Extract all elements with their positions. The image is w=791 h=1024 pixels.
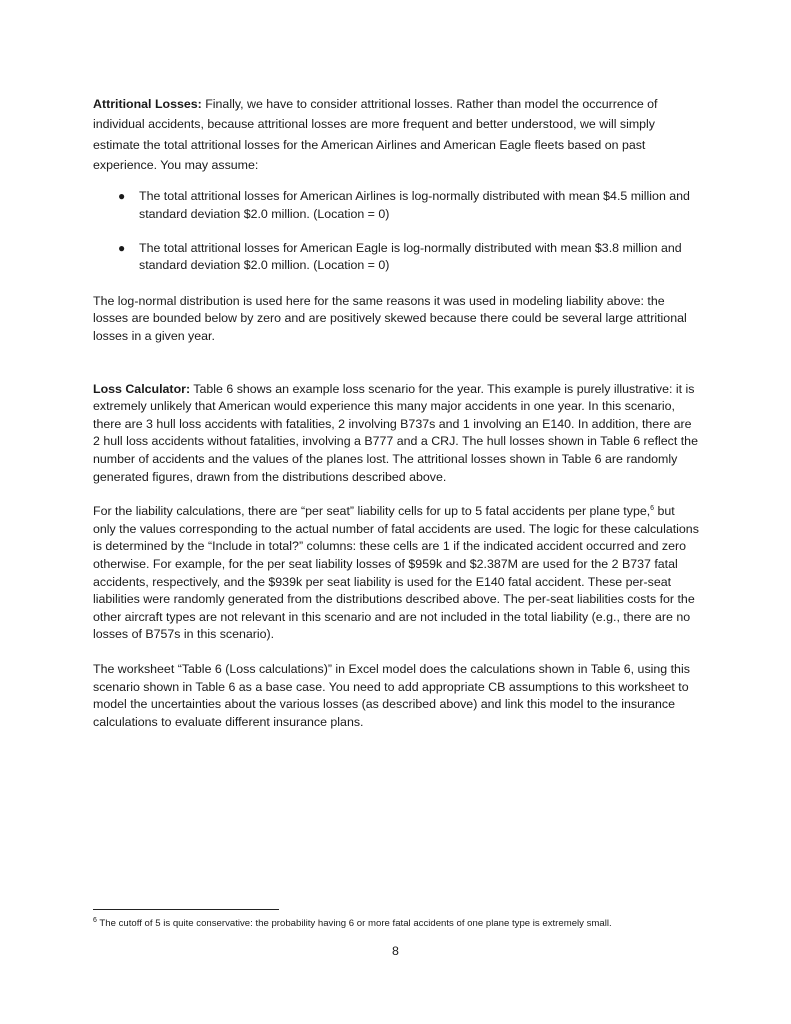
- bullet-icon: ●: [118, 241, 126, 255]
- bullet-icon: ●: [118, 189, 126, 204]
- attritional-losses-paragraph: [93, 94, 699, 175]
- worksheet-paragraph: The worksheet “Table 6 (Loss calculations)” in Excel model does the calculations shown in Table 6, using this scenario shown in Table 6 as a base case. You need to add appropriate CB assumptions to this worksheet to model the uncertainties about the various losses (as described above) and link this model to the insurance calculations to evaluate different insurance plans.: [93, 661, 690, 729]
- loss-calculator-intro: Table 6 shows an example loss scenario for the year. This example is purely illustrative: it is extremely unlikely that American would experience this many major accidents in one year. In this scenario, there are 3 hull loss accidents with fatalities, 2 involving B737s and 1 involving an E140. In addition, there are 2 hull loss accidents without fatalities, involving a B777 and a CRJ. The hull losses shown in Table 6 reflect the number of accidents and the values of the planes lost. The attritional losses shown in Table 6 are randomly generated figures, drawn from the distributions described above.: [93, 381, 698, 484]
- bullet-text: The total attritional losses for American Airlines is log-normally distributed with mean $4.5 million and standard deviation $2.0 million. (Location = 0): [139, 189, 690, 221]
- footnote-text: The cutoff of 5 is quite conservative: the probability having 6 or more fatal accidents of one plane type is extremely small.: [96, 918, 612, 929]
- attritional-losses-heading: Attritional Losses:: [93, 97, 202, 111]
- footnote-divider: [93, 909, 279, 910]
- page-number: 8: [392, 944, 399, 958]
- liability-text-rest: but only the values corresponding to the actual number of fatal accidents are used. The logic for these calculations is determined by the “Include in total?” columns: these cells are 1 if the indicated accident occurred and zero otherwise. For example, for the per seat liability losses of $959k and $2.387M are used for the 2 B737 fatal accidents, respectively, and the $939k per seat liability is used for the E140 fatal accident. These per-seat liabilities were randomly generated from the distributions described above. The per-seat liabilities costs for the other aircraft types are not relevant in this scenario and are not included in the total liability (e.g., there are no losses of B757s in this scenario).: [93, 504, 699, 642]
- page-content: [93, 94, 699, 731]
- liability-text-start: For the liability calculations, there are “per seat” liability cells for up to 5 fatal accidents per plane type,: [93, 504, 651, 519]
- loss-calculator-heading: Loss Calculator:: [93, 381, 191, 396]
- attritional-losses-intro: Finally, we have to consider attritional losses. Rather than model the occurrence of individual accidents, because attritional losses are more frequent and better understood, we will simply estimate the total attritional losses for the American Airlines and American Eagle fleets based on past experience. You may assume:: [93, 97, 658, 172]
- footnote-number: 6: [93, 916, 97, 924]
- footnote-reference: 6: [650, 505, 655, 513]
- attritional-bullet-list: [93, 188, 699, 275]
- loss-calculator-paragraph: [93, 381, 699, 487]
- bullet-american-eagle: [93, 240, 699, 275]
- log-normal-explanation: The log-normal distribution is used here for the same reasons it was used in modeling liability above: the losses are bounded below by zero and are positively skewed because there could be several large attritional losses in a given year.: [93, 293, 687, 343]
- bullet-text: The total attritional losses for American Eagle is log-normally distributed with mean $3.8 million and standard deviation $2.0 million. (Location = 0): [139, 241, 682, 273]
- bullet-american-airlines: [93, 188, 699, 223]
- footnote: [93, 917, 713, 930]
- liability-paragraph: [93, 503, 699, 644]
